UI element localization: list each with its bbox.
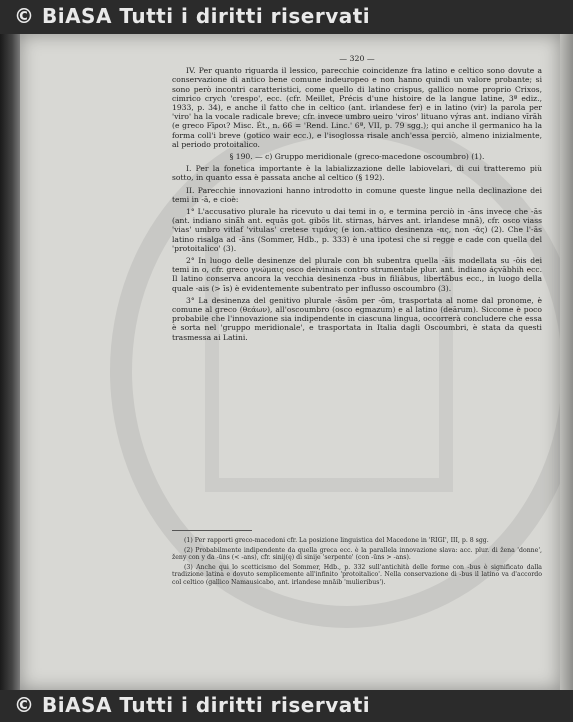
page-body [172,54,542,345]
footnote-divider [172,530,252,531]
page-right-edge [560,34,573,690]
paragraph-i: I. Per la fonetica importante è la labializzazione delle labiovelari, di cui tratteremo più sotto, in quanto essa è passata anche al celtico (§ 192). [172,164,542,183]
paragraph-iv: IV. Per quanto riguarda il lessico, parecchie coincidenze fra latino e celtico sono dovute a conservazione di antico bene comune indeuropeo e non hanno quindi un valore probante; si sono però incontri caratteristici, come quello di latino crispus, gallico nome proprio Crixos, cimrico crych 'crespo', ecc. (cfr. Meillet, Précis d'une histoire de la langue latine, 3ª ediz., 1933, p. 34), e anche il fatto che in celtico (ant. irlandese fer) e in latino (vir) la parola per 'viro' ha la vocale radicale breve; cfr. invece umbro ueiro 'viros' lituano výras ant. indiano vīrāh (e greco Fīροι? Misc. Ét., n. 66 = 'Rend. Linc.' 6ª, VII, p. 79 sgg.); qui anche il germanico ha la forma coll'i breve (gotico wair ecc.), e l'isoglossa risale anch'essa perciò, almeno inizialmente, al periodo protoitalico. [172,66,542,149]
list-item-2: 2° In luogo delle desinenze del plurale con bh subentra quella -āis modellata su -ōis dei temi in o, cfr. greco γνώμαις osco deivinais contro strumentale plur. ant. indiano áçvābhih ecc. Il latino conserva ancora la vecchia desinenza -bus in filiābus, libertābus ecc., in luogo della quale -ais (> īs) è evidentemente subentrato per influsso oscoumbro (3). [172,256,542,293]
section-heading: § 190. — c) Gruppo meridionale (greco-macedone oscoumbro) (1). [229,152,485,162]
watermark-bottom: © BiASA Tutti i diritti riservati [14,693,371,717]
paragraph-ii: II. Parecchie innovazioni hanno introdotto in comune queste lingue nella declinazione dei temi in -ā, e cioè: [172,185,542,204]
page-number: — 320 — [339,54,375,63]
footnote-3: (3) Anche qui lo scetticismo del Sommer, Hdb., p. 332 sull'antichità delle forme con -bus è significato dalla tradizione latina e dovuto semplicemente all'infinito 'protoitalico'. Nella conservazione di -bus il latino va d'accordo col celtico (gallico Namausicabo, ant. irlandese mnāib 'mulieribus'). [172,563,542,586]
footnote-1: (1) Per rapporti greco-macedoni cfr. La posizione linguistica del Macedone in 'RIGI', III, p. 8 sgg. [184,537,489,544]
scan-left-edge [0,34,20,690]
footnotes [172,530,542,589]
watermark-top: © BiASA Tutti i diritti riservati [14,4,371,28]
list-item-1: 1° L'accusativo plurale ha ricevuto u dai temi in o, e termina perciò in -āns invece che -ās (ant. indiano sinā̆h ant. equās got. gibōs lit. stirnas, hárves ant. irlandese mnā), cfr. osco viass 'vias' umbro vitlaf 'vitulas' cretese τιμάνς (e ion.-attico desinenza -ας, non -ᾱς) (2). Che l'-ās latino risalga ad -āns (Sommer, Hdb., p. 333) è una ipotesi che si regge e cade con quella del 'protoitalico' (3). [172,207,542,253]
list-item-3: 3° La desinenza del genitivo plurale -āsōm per -ōm, trasportata al nome dal pronome, è comune al greco (θεάων), all'oscoumbro (osco egmazum) e al latino (deārum). Siccome è poco probabile che l'innovazione sia indipendente in ciascuna lingua, occorrerà concludere che essa è sorta nel 'gruppo meridionale', e trasportata in Italia dagli Oscoumbri, è stata da questi trasmessa ai Latini. [172,295,542,342]
footnote-2: (2) Probabilmente indipendente da quella greca ecc. è la parallela innovazione slava: acc. plur. di žena 'donne', ženy con y da -ūns (< -ans), cfr. sinij(ę) di sinije 'serpente' (con -ūns > -ans). [172,546,542,562]
